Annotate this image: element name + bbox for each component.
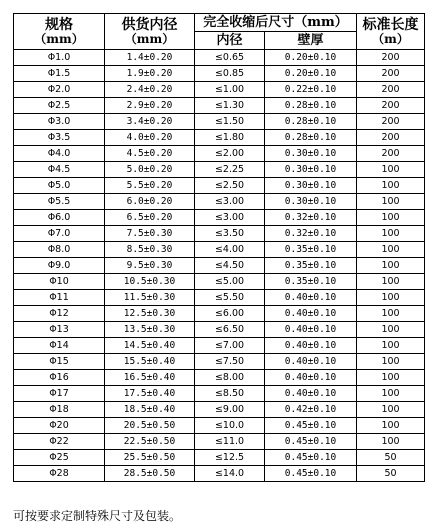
cell-std-len: 100 xyxy=(357,354,425,370)
cell-std-len: 200 xyxy=(357,50,425,66)
cell-wall: 0.35±0.10 xyxy=(265,274,357,290)
table-row xyxy=(14,418,425,434)
cell-supply-id: 16.5±0.40 xyxy=(105,370,195,386)
cell-std-len: 200 xyxy=(357,114,425,130)
table-row xyxy=(14,50,425,66)
cell-shrink-id: ≤2.00 xyxy=(195,146,265,162)
cell-wall: 0.30±0.10 xyxy=(265,178,357,194)
cell-wall: 0.40±0.10 xyxy=(265,290,357,306)
spec-table xyxy=(13,13,425,482)
table-row xyxy=(14,162,425,178)
cell-std-len: 50 xyxy=(357,466,425,482)
table-row xyxy=(14,338,425,354)
cell-std-len: 100 xyxy=(357,338,425,354)
cell-std-len: 100 xyxy=(357,402,425,418)
cell-supply-id: 4.5±0.20 xyxy=(105,146,195,162)
cell-shrink-id: ≤1.80 xyxy=(195,130,265,146)
cell-std-len: 100 xyxy=(357,370,425,386)
cell-supply-id: 5.0±0.20 xyxy=(105,162,195,178)
cell-wall: 0.35±0.10 xyxy=(265,258,357,274)
table-row xyxy=(14,130,425,146)
cell-wall: 0.28±0.10 xyxy=(265,98,357,114)
cell-spec: Φ16 xyxy=(14,370,105,386)
cell-std-len: 100 xyxy=(357,226,425,242)
cell-spec: Φ5.0 xyxy=(14,178,105,194)
table-row xyxy=(14,242,425,258)
cell-shrink-id: ≤0.65 xyxy=(195,50,265,66)
cell-std-len: 200 xyxy=(357,130,425,146)
cell-std-len: 100 xyxy=(357,322,425,338)
cell-spec: Φ10 xyxy=(14,274,105,290)
cell-supply-id: 15.5±0.40 xyxy=(105,354,195,370)
cell-shrink-id: ≤12.5 xyxy=(195,450,265,466)
cell-wall: 0.35±0.10 xyxy=(265,242,357,258)
cell-supply-id: 28.5±0.50 xyxy=(105,466,195,482)
cell-shrink-id: ≤5.50 xyxy=(195,290,265,306)
cell-supply-id: 6.0±0.20 xyxy=(105,194,195,210)
cell-spec: Φ20 xyxy=(14,418,105,434)
cell-shrink-id: ≤1.00 xyxy=(195,82,265,98)
table-row xyxy=(14,258,425,274)
header-shrink: 完全收缩后尺寸（mm） xyxy=(195,14,357,32)
cell-supply-id: 9.5±0.30 xyxy=(105,258,195,274)
cell-spec: Φ7.0 xyxy=(14,226,105,242)
table-row xyxy=(14,178,425,194)
table-body xyxy=(14,50,425,482)
cell-std-len: 100 xyxy=(357,290,425,306)
cell-std-len: 100 xyxy=(357,210,425,226)
cell-shrink-id: ≤3.00 xyxy=(195,210,265,226)
table-row xyxy=(14,146,425,162)
cell-spec: Φ12 xyxy=(14,306,105,322)
header-std-len xyxy=(357,14,425,50)
cell-spec: Φ5.5 xyxy=(14,194,105,210)
cell-std-len: 200 xyxy=(357,98,425,114)
cell-supply-id: 4.0±0.20 xyxy=(105,130,195,146)
cell-spec: Φ6.0 xyxy=(14,210,105,226)
cell-shrink-id: ≤6.50 xyxy=(195,322,265,338)
cell-wall: 0.22±0.10 xyxy=(265,82,357,98)
cell-supply-id: 2.4±0.20 xyxy=(105,82,195,98)
cell-wall: 0.45±0.10 xyxy=(265,466,357,482)
cell-wall: 0.40±0.10 xyxy=(265,306,357,322)
cell-wall: 0.40±0.10 xyxy=(265,386,357,402)
cell-spec: Φ8.0 xyxy=(14,242,105,258)
header-supply-id-label: 供货内径 xyxy=(121,16,178,33)
cell-wall: 0.45±0.10 xyxy=(265,418,357,434)
cell-spec: Φ17 xyxy=(14,386,105,402)
cell-shrink-id: ≤5.00 xyxy=(195,274,265,290)
cell-supply-id: 17.5±0.40 xyxy=(105,386,195,402)
header-spec-label: 规格 xyxy=(45,16,73,33)
cell-wall: 0.30±0.10 xyxy=(265,146,357,162)
cell-wall: 0.32±0.10 xyxy=(265,226,357,242)
header-supply-id xyxy=(105,14,195,50)
cell-shrink-id: ≤2.25 xyxy=(195,162,265,178)
cell-spec: Φ4.0 xyxy=(14,146,105,162)
table-row xyxy=(14,370,425,386)
table-row xyxy=(14,194,425,210)
cell-wall: 0.20±0.10 xyxy=(265,50,357,66)
cell-shrink-id: ≤10.0 xyxy=(195,418,265,434)
cell-supply-id: 20.5±0.50 xyxy=(105,418,195,434)
cell-supply-id: 2.9±0.20 xyxy=(105,98,195,114)
cell-spec: Φ1.5 xyxy=(14,66,105,82)
cell-shrink-id: ≤0.85 xyxy=(195,66,265,82)
cell-spec: Φ3.0 xyxy=(14,114,105,130)
cell-spec: Φ14 xyxy=(14,338,105,354)
header-std-len-label: 标准长度 xyxy=(362,16,419,33)
cell-spec: Φ2.0 xyxy=(14,82,105,98)
cell-std-len: 200 xyxy=(357,66,425,82)
cell-shrink-id: ≤3.50 xyxy=(195,226,265,242)
cell-supply-id: 12.5±0.30 xyxy=(105,306,195,322)
cell-supply-id: 25.5±0.50 xyxy=(105,450,195,466)
cell-spec: Φ22 xyxy=(14,434,105,450)
table-row xyxy=(14,402,425,418)
cell-std-len: 100 xyxy=(357,274,425,290)
cell-shrink-id: ≤6.00 xyxy=(195,306,265,322)
cell-spec: Φ28 xyxy=(14,466,105,482)
header-supply-id-unit: （mm） xyxy=(124,31,175,46)
table-row xyxy=(14,450,425,466)
table-row xyxy=(14,434,425,450)
cell-supply-id: 1.4±0.20 xyxy=(105,50,195,66)
cell-std-len: 100 xyxy=(357,306,425,322)
table-row xyxy=(14,226,425,242)
cell-wall: 0.20±0.10 xyxy=(265,66,357,82)
cell-wall: 0.32±0.10 xyxy=(265,210,357,226)
cell-spec: Φ11 xyxy=(14,290,105,306)
cell-wall: 0.40±0.10 xyxy=(265,370,357,386)
cell-shrink-id: ≤14.0 xyxy=(195,466,265,482)
cell-shrink-id: ≤7.00 xyxy=(195,338,265,354)
cell-spec: Φ15 xyxy=(14,354,105,370)
table-row xyxy=(14,466,425,482)
cell-supply-id: 14.5±0.40 xyxy=(105,338,195,354)
cell-supply-id: 6.5±0.20 xyxy=(105,210,195,226)
table-row xyxy=(14,114,425,130)
table-row xyxy=(14,306,425,322)
cell-wall: 0.28±0.10 xyxy=(265,130,357,146)
cell-spec: Φ3.5 xyxy=(14,130,105,146)
table-row xyxy=(14,354,425,370)
cell-std-len: 100 xyxy=(357,194,425,210)
table-row xyxy=(14,98,425,114)
table-row xyxy=(14,386,425,402)
header-spec xyxy=(14,14,105,50)
cell-wall: 0.40±0.10 xyxy=(265,354,357,370)
cell-std-len: 100 xyxy=(357,242,425,258)
cell-shrink-id: ≤2.50 xyxy=(195,178,265,194)
cell-std-len: 100 xyxy=(357,162,425,178)
cell-supply-id: 10.5±0.30 xyxy=(105,274,195,290)
table-row xyxy=(14,322,425,338)
cell-shrink-id: ≤8.50 xyxy=(195,386,265,402)
cell-std-len: 50 xyxy=(357,450,425,466)
cell-shrink-id: ≤8.00 xyxy=(195,370,265,386)
cell-wall: 0.45±0.10 xyxy=(265,434,357,450)
cell-spec: Φ9.0 xyxy=(14,258,105,274)
cell-shrink-id: ≤1.30 xyxy=(195,98,265,114)
cell-std-len: 100 xyxy=(357,178,425,194)
cell-std-len: 100 xyxy=(357,434,425,450)
cell-wall: 0.28±0.10 xyxy=(265,114,357,130)
cell-wall: 0.45±0.10 xyxy=(265,450,357,466)
cell-supply-id: 7.5±0.30 xyxy=(105,226,195,242)
cell-supply-id: 1.9±0.20 xyxy=(105,66,195,82)
cell-supply-id: 13.5±0.30 xyxy=(105,322,195,338)
header-shrink-id: 内径 xyxy=(195,32,265,50)
cell-spec: Φ25 xyxy=(14,450,105,466)
footnote: 可按要求定制特殊尺寸及包装。 xyxy=(13,509,182,523)
cell-supply-id: 18.5±0.40 xyxy=(105,402,195,418)
cell-supply-id: 8.5±0.30 xyxy=(105,242,195,258)
cell-wall: 0.40±0.10 xyxy=(265,322,357,338)
cell-shrink-id: ≤1.50 xyxy=(195,114,265,130)
cell-spec: Φ13 xyxy=(14,322,105,338)
cell-std-len: 200 xyxy=(357,146,425,162)
cell-wall: 0.30±0.10 xyxy=(265,162,357,178)
cell-supply-id: 22.5±0.50 xyxy=(105,434,195,450)
cell-std-len: 200 xyxy=(357,82,425,98)
table-row xyxy=(14,82,425,98)
table-row xyxy=(14,274,425,290)
cell-spec: Φ1.0 xyxy=(14,50,105,66)
cell-wall: 0.40±0.10 xyxy=(265,338,357,354)
cell-std-len: 100 xyxy=(357,386,425,402)
cell-std-len: 100 xyxy=(357,418,425,434)
header-std-len-unit: （m） xyxy=(372,31,409,46)
cell-supply-id: 3.4±0.20 xyxy=(105,114,195,130)
cell-spec: Φ4.5 xyxy=(14,162,105,178)
table-row xyxy=(14,290,425,306)
cell-shrink-id: ≤9.00 xyxy=(195,402,265,418)
cell-shrink-id: ≤7.50 xyxy=(195,354,265,370)
cell-supply-id: 5.5±0.20 xyxy=(105,178,195,194)
cell-spec: Φ18 xyxy=(14,402,105,418)
header-shrink-wall: 壁厚 xyxy=(265,32,357,50)
cell-shrink-id: ≤3.00 xyxy=(195,194,265,210)
cell-supply-id: 11.5±0.30 xyxy=(105,290,195,306)
cell-shrink-id: ≤4.50 xyxy=(195,258,265,274)
cell-spec: Φ2.5 xyxy=(14,98,105,114)
table-row xyxy=(14,66,425,82)
cell-wall: 0.30±0.10 xyxy=(265,194,357,210)
header-spec-unit: （mm） xyxy=(34,31,84,46)
cell-std-len: 100 xyxy=(357,258,425,274)
table-row xyxy=(14,210,425,226)
cell-wall: 0.42±0.10 xyxy=(265,402,357,418)
cell-shrink-id: ≤4.00 xyxy=(195,242,265,258)
cell-shrink-id: ≤11.0 xyxy=(195,434,265,450)
